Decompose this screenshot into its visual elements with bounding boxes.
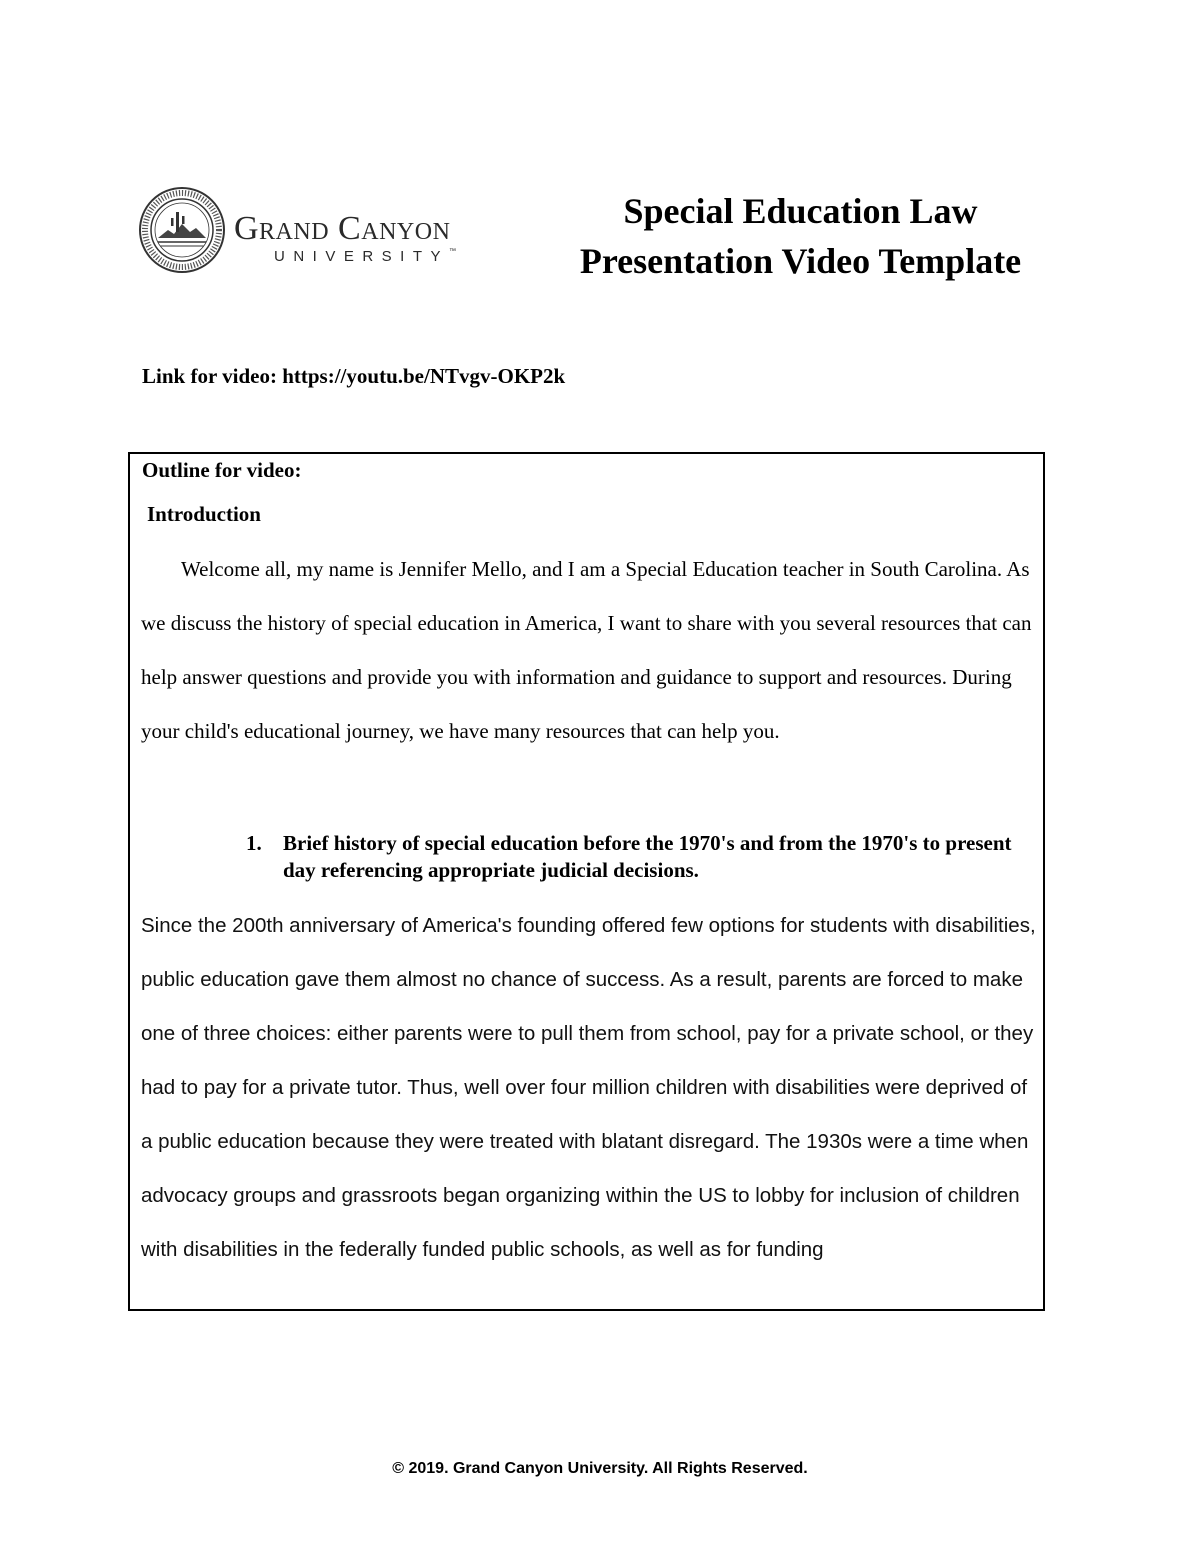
- copyright-footer: © 2019. Grand Canyon University. All Rights Reserved.: [392, 1460, 808, 1477]
- intro-paragraph: Welcome all, my name is Jennifer Mello, and I am a Special Education teacher in South Carolina. As we discuss the history of special education in America, I want to share with you several resources that can help answer questions and provide you with information and guidance to support and resources. During your child's educational journey, we have many resources that can help you.: [141, 557, 1032, 743]
- university-subtitle: UNIVERSITY™: [274, 248, 457, 265]
- title-line-2: Presentation Video Template: [579, 241, 1022, 281]
- university-seal-icon: [138, 186, 226, 274]
- gcu-logo: [138, 186, 528, 276]
- outline-box: [128, 452, 1045, 1311]
- history-paragraph: Since the 200th anniversary of America's founding offered few options for students with disabilities, public education gave them almost no chance of success. As a result, parents are forced to make one of three choices: either parents were to pull them from school, pay for a private school, or they had to pay for a private tutor. Thus, well over four million children with disabilities were deprived of a public education because they were treated with blatant disregard. The 1930s were a time when advocacy groups and grassroots began organizing within the US to lobby for inclusion of children with disabilities in the federally funded public schools, as well as for funding: [141, 914, 1036, 1261]
- document-title: [548, 186, 1053, 286]
- title-line-1: Special Education Law: [623, 191, 978, 231]
- university-wordmark: [234, 212, 456, 265]
- video-link[interactable]: Link for video: https://youtu.be/NTvgv-OKP2k: [142, 364, 566, 388]
- item-number: 1.: [246, 831, 262, 855]
- outline-heading: Outline for video:: [142, 458, 302, 482]
- university-name: Grand Canyon: [234, 210, 451, 247]
- item-text: Brief history of special education before the 1970's and from the 1970's to present day referencing appropriate judicial decisions.: [283, 831, 1012, 882]
- outline-item-1: [246, 830, 1036, 884]
- intro-heading: Introduction: [147, 502, 261, 526]
